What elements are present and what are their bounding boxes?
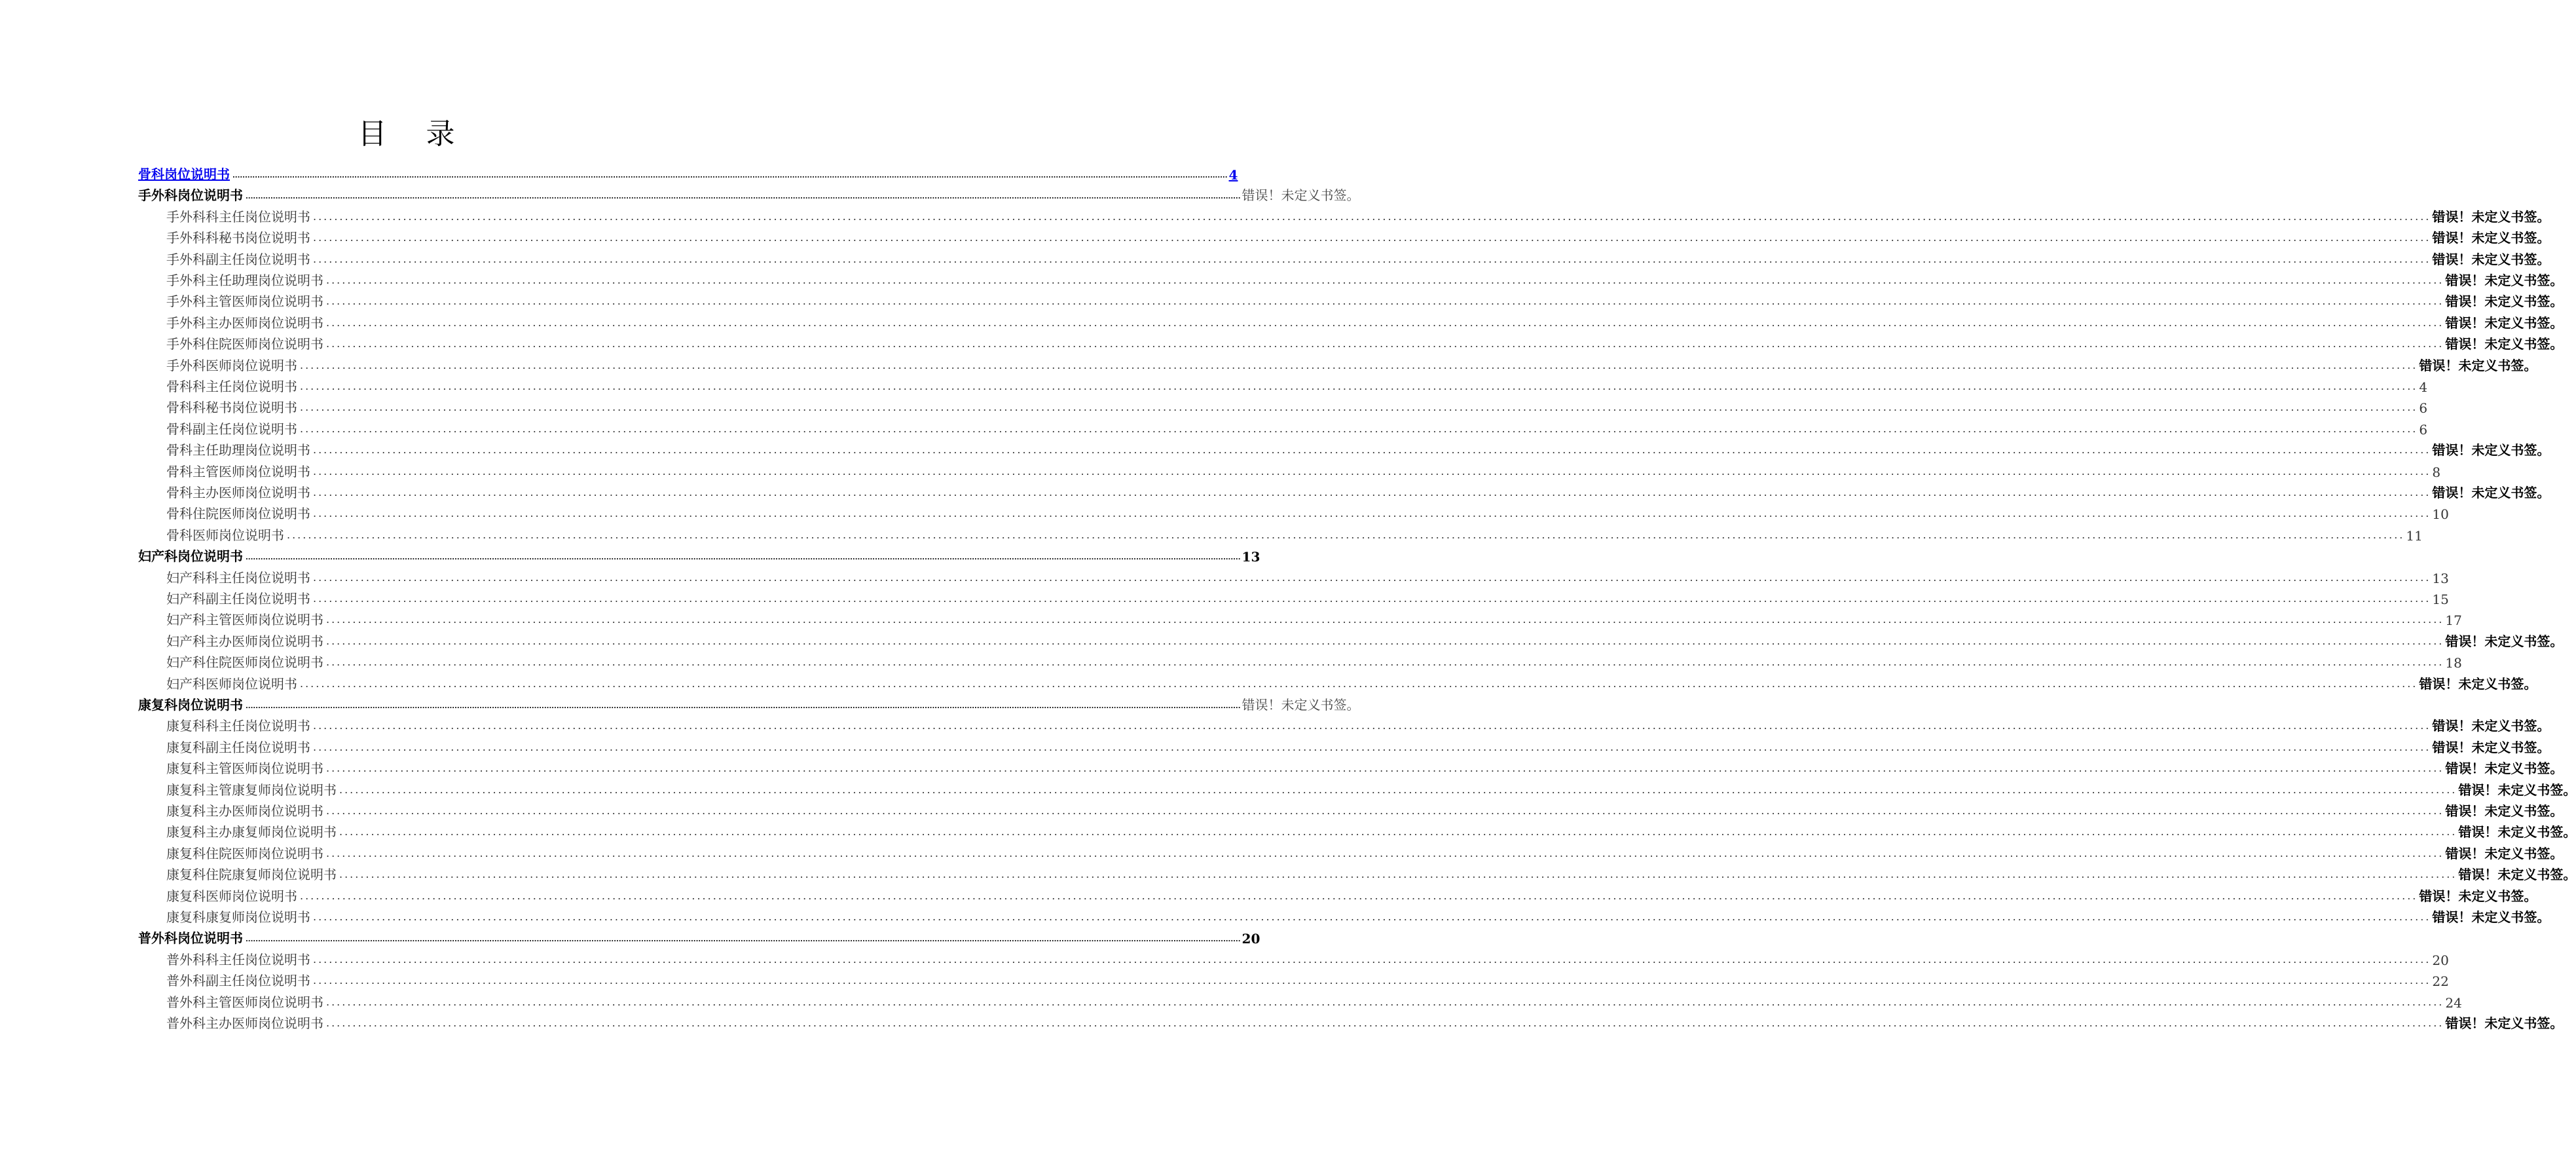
toc-dot-leader: ................................................................................................................................................................................................................................................................................................................................................................................................................ [326, 656, 2444, 669]
toc-entry-label: 手外科医师岗位说明书 [166, 357, 297, 373]
toc-page-number: 错误！未定义书签。 [2458, 824, 2576, 840]
toc-dot-leader: ................................................................................................................................................................................................................................................................................................................................................................................................................ [313, 252, 2431, 265]
toc-dot-leader: ................................................................................................................................................................................................................................................................................................................................................................................................................ [232, 172, 1228, 179]
toc-subsection-entry[interactable] [166, 524, 2423, 544]
toc-dot-leader: ................................................................................................................................................................................................................................................................................................................................................................................................................ [313, 443, 2431, 457]
toc-subsection-entry[interactable] [166, 588, 2449, 607]
toc-entry-label: 康复科住院医师岗位说明书 [166, 845, 323, 861]
toc-subsection-entry[interactable] [166, 630, 2564, 650]
toc-subsection-entry[interactable] [166, 970, 2449, 990]
toc-entry-label: 骨科岗位说明书 [138, 166, 230, 182]
toc-page-number: 错误！未定义书签。 [2458, 867, 2576, 883]
toc-dot-leader: ................................................................................................................................................................................................................................................................................................................................................................................................................ [300, 889, 2418, 902]
toc-page-number: 错误！未定义书签。 [2432, 230, 2550, 246]
toc-entry-label: 妇产科岗位说明书 [138, 548, 243, 565]
toc-entry-label: 手外科主管医师岗位说明书 [166, 293, 323, 310]
toc-page-number: 错误！未定义书签。 [2445, 633, 2564, 649]
toc-entry-label: 康复科主办康复师岗位说明书 [166, 824, 337, 840]
toc-page-number: 4 [1228, 167, 1238, 183]
toc-entry-label: 妇产科科主任岗位说明书 [166, 569, 310, 586]
toc-page-number: 错误！未定义书签。 [2432, 485, 2550, 500]
toc-dot-leader: ................................................................................................................................................................................................................................................................................................................................................................................................................ [326, 804, 2444, 817]
toc-subsection-entry[interactable] [166, 227, 2550, 246]
toc-subsection-entry[interactable] [166, 375, 2428, 395]
toc-page-number: 错误！未定义书签。 [2445, 1015, 2564, 1031]
toc-page-number: 18 [2445, 655, 2462, 671]
toc-entry-label: 妇产科主办医师岗位说明书 [166, 633, 323, 649]
toc-subsection-entry[interactable] [166, 439, 2550, 459]
toc-page-number: 错误！未定义书签。 [2432, 442, 2550, 459]
toc-page-number: 20 [1242, 931, 1260, 947]
toc-dot-leader: ................................................................................................................................................................................................................................................................................................................................................................................................................ [313, 719, 2431, 732]
toc-entry-label: 普外科岗位说明书 [138, 930, 243, 947]
toc-dot-leader: ................................................................................................................................................................................................................................................................................................................................................................................................................ [339, 783, 2457, 796]
toc-entry-label: 骨科医师岗位说明书 [166, 527, 284, 543]
toc-page-number: 24 [2445, 994, 2462, 1011]
toc-entry-label: 骨科住院医师岗位说明书 [166, 506, 310, 522]
toc-subsection-entry[interactable] [166, 609, 2462, 629]
toc-dot-leader: ................................................................................................................................................................................................................................................................................................................................................................................................................ [313, 507, 2431, 520]
toc-subsection-entry[interactable] [166, 800, 2564, 819]
toc-page-number: 错误！未定义书签。 [2432, 251, 2550, 267]
toc-subsection-entry[interactable] [166, 481, 2550, 501]
toc-subsection-entry[interactable] [166, 715, 2550, 734]
toc-subsection-entry[interactable] [166, 842, 2564, 862]
toc-dot-leader: ................................................................................................................................................................................................................................................................................................................................................................................................................ [326, 274, 2444, 286]
toc-dot-leader: ................................................................................................................................................................................................................................................................................................................................................................................................................ [313, 464, 2431, 478]
toc-page-number: 20 [2432, 952, 2449, 968]
toc-dot-leader: ................................................................................................................................................................................................................................................................................................................................................................................................................ [326, 762, 2444, 775]
toc-page-number: 错误！未定义书签。 [2419, 357, 2537, 373]
toc-subsection-entry[interactable] [166, 567, 2449, 586]
toc-dot-leader: ................................................................................................................................................................................................................................................................................................................................................................................................................ [246, 703, 1241, 710]
toc-entry-label: 手外科主任助理岗位说明书 [166, 273, 323, 288]
toc-entry-label: 手外科岗位说明书 [138, 187, 243, 204]
toc-entry-label: 普外科副主任岗位说明书 [166, 973, 310, 989]
toc-subsection-entry[interactable] [166, 290, 2564, 310]
toc-entry-label: 妇产科住院医师岗位说明书 [166, 654, 323, 671]
toc-entry-label: 康复科康复师岗位说明书 [166, 909, 310, 925]
toc-entry-label: 妇产科副主任岗位说明书 [166, 591, 310, 607]
toc-entry-label: 手外科主办医师岗位说明书 [166, 314, 323, 331]
toc-entry-label: 骨科科秘书岗位说明书 [166, 400, 297, 416]
toc-entry-label: 康复科医师岗位说明书 [166, 888, 297, 904]
toc-page-number: 4 [2419, 379, 2428, 395]
toc-page-number: 6 [2419, 400, 2428, 417]
toc-dot-leader: ................................................................................................................................................................................................................................................................................................................................................................................................................ [326, 846, 2444, 859]
toc-section-entry[interactable] [138, 163, 1238, 183]
toc-dot-leader: ................................................................................................................................................................................................................................................................................................................................................................................................................ [300, 401, 2418, 414]
toc-page-number: 错误！未定义书签。 [2432, 909, 2550, 925]
toc-dot-leader: ................................................................................................................................................................................................................................................................................................................................................................................................................ [326, 1017, 2444, 1029]
toc-subsection-entry[interactable] [166, 885, 2537, 905]
toc-page-number: 错误！未定义书签。 [1242, 187, 1360, 204]
toc-dot-leader: ................................................................................................................................................................................................................................................................................................................................................................................................................ [326, 295, 2444, 308]
toc-page-number: 错误！未定义书签。 [2445, 336, 2564, 352]
toc-dot-leader: ................................................................................................................................................................................................................................................................................................................................................................................................................ [339, 825, 2457, 838]
toc-page-number: 错误！未定义书签。 [2419, 675, 2537, 692]
toc-dot-leader: ................................................................................................................................................................................................................................................................................................................................................................................................................ [313, 486, 2431, 499]
toc-page-number: 错误！未定义书签。 [2445, 293, 2564, 310]
toc-section-entry[interactable] [138, 184, 1360, 204]
toc-subsection-entry[interactable] [166, 991, 2462, 1011]
toc-page-number: 错误！未定义书签。 [2445, 314, 2564, 331]
toc-dot-leader: ................................................................................................................................................................................................................................................................................................................................................................................................................ [326, 316, 2444, 329]
toc-subsection-entry[interactable] [166, 736, 2550, 756]
toc-dot-leader: ................................................................................................................................................................................................................................................................................................................................................................................................................ [326, 613, 2444, 626]
toc-entry-label: 手外科科秘书岗位说明书 [166, 230, 310, 246]
toc-entry-label: 康复科岗位说明书 [138, 697, 243, 713]
toc-page-number: 17 [2445, 612, 2462, 629]
toc-subsection-entry[interactable] [166, 863, 2576, 883]
toc-subsection-entry[interactable] [166, 651, 2462, 671]
toc-dot-leader: ................................................................................................................................................................................................................................................................................................................................................................................................................ [300, 422, 2418, 435]
toc-entry-label: 康复科住院康复师岗位说明书 [166, 867, 337, 883]
toc-dot-leader: ................................................................................................................................................................................................................................................................................................................................................................................................................ [246, 936, 1241, 944]
toc-page-number: 错误！未定义书签。 [2445, 845, 2564, 861]
toc-subsection-entry[interactable] [166, 312, 2564, 331]
toc-entry-label: 康复科主管医师岗位说明书 [166, 761, 323, 777]
toc-page-number: 22 [2432, 973, 2449, 990]
toc-page-number: 15 [2432, 592, 2449, 607]
toc-subsection-entry[interactable] [166, 757, 2564, 777]
toc-entry-label: 骨科副主任岗位说明书 [166, 421, 297, 437]
toc-title-part1: 目 [358, 117, 387, 151]
toc-page-number: 错误！未定义书签。 [2432, 739, 2550, 755]
toc-title [0, 110, 813, 152]
toc-entry-label: 妇产科医师岗位说明书 [166, 675, 297, 692]
toc-page-number: 错误！未定义书签。 [2432, 208, 2550, 225]
toc-title-part2: 录 [426, 117, 455, 151]
toc-entry-label: 康复科主管康复师岗位说明书 [166, 782, 337, 798]
toc-page-number: 错误！未定义书签。 [2445, 803, 2564, 819]
toc-section-entry[interactable] [138, 694, 1360, 713]
toc-page-number: 错误！未定义书签。 [2445, 761, 2564, 777]
toc-entry-label: 骨科主任助理岗位说明书 [166, 442, 310, 459]
toc-subsection-entry[interactable] [166, 1012, 2564, 1032]
toc-entry-label: 骨科主管医师岗位说明书 [166, 463, 310, 480]
toc-entry-label: 手外科科主任岗位说明书 [166, 208, 310, 225]
toc-entry-label: 普外科科主任岗位说明书 [166, 951, 310, 968]
toc-dot-leader: ................................................................................................................................................................................................................................................................................................................................................................................................................ [300, 358, 2418, 371]
toc-entry-label: 手外科住院医师岗位说明书 [166, 336, 323, 352]
toc-entry-label: 妇产科主管医师岗位说明书 [166, 612, 323, 628]
toc-subsection-entry[interactable] [166, 396, 2428, 417]
toc-page-number: 错误！未定义书签。 [2419, 888, 2537, 904]
toc-entry-label: 普外科主办医师岗位说明书 [166, 1015, 323, 1031]
toc-section-entry[interactable] [138, 927, 1260, 947]
toc-subsection-entry[interactable] [166, 461, 2441, 480]
toc-subsection-entry[interactable] [166, 779, 2576, 799]
toc-dot-leader: ................................................................................................................................................................................................................................................................................................................................................................................................................ [339, 868, 2457, 881]
toc-entry-label: 康复科副主任岗位说明书 [166, 739, 310, 755]
toc-subsection-entry[interactable] [166, 949, 2449, 968]
toc-dot-leader: ................................................................................................................................................................................................................................................................................................................................................................................................................ [326, 995, 2444, 1008]
toc-page-number: 错误！未定义书签。 [2432, 718, 2550, 734]
toc-page-number: 13 [2432, 570, 2449, 586]
toc-dot-leader: ................................................................................................................................................................................................................................................................................................................................................................................................................ [326, 337, 2444, 350]
toc-entry-label: 骨科主办医师岗位说明书 [166, 485, 310, 500]
toc-entry-label: 康复科科主任岗位说明书 [166, 718, 310, 734]
toc-page-number: 6 [2419, 421, 2428, 438]
toc-dot-leader: ................................................................................................................................................................................................................................................................................................................................................................................................................ [313, 592, 2431, 605]
toc-dot-leader: ................................................................................................................................................................................................................................................................................................................................................................................................................ [313, 974, 2431, 987]
toc-dot-leader: ................................................................................................................................................................................................................................................................................................................................................................................................................ [300, 677, 2418, 690]
toc-page-number: 11 [2406, 527, 2423, 544]
toc-entry-label: 康复科主办医师岗位说明书 [166, 803, 323, 819]
toc-subsection-entry[interactable] [166, 354, 2537, 374]
toc-dot-leader: ................................................................................................................................................................................................................................................................................................................................................................................................................ [313, 911, 2431, 923]
toc-subsection-entry[interactable] [166, 206, 2550, 225]
toc-page-number: 13 [1242, 549, 1260, 565]
toc-subsection-entry[interactable] [166, 333, 2564, 352]
toc-dot-leader: ................................................................................................................................................................................................................................................................................................................................................................................................................ [326, 634, 2444, 647]
toc-page-number: 错误！未定义书签。 [1242, 697, 1360, 713]
toc-subsection-entry[interactable] [166, 269, 2564, 289]
toc-dot-leader: ................................................................................................................................................................................................................................................................................................................................................................................................................ [300, 380, 2418, 392]
toc-subsection-entry[interactable] [166, 418, 2428, 438]
toc-subsection-entry[interactable] [166, 906, 2550, 926]
toc-dot-leader: ................................................................................................................................................................................................................................................................................................................................................................................................................ [313, 210, 2431, 223]
toc-entry-label: 骨科科主任岗位说明书 [166, 379, 297, 394]
toc-dot-leader: ................................................................................................................................................................................................................................................................................................................................................................................................................ [246, 193, 1241, 201]
toc-page-number: 错误！未定义书签。 [2458, 782, 2576, 798]
toc-entry-label: 手外科副主任岗位说明书 [166, 251, 310, 267]
toc-dot-leader: ................................................................................................................................................................................................................................................................................................................................................................................................................ [313, 740, 2431, 753]
toc-dot-leader: ................................................................................................................................................................................................................................................................................................................................................................................................................ [313, 571, 2431, 584]
toc-dot-leader: ................................................................................................................................................................................................................................................................................................................................................................................................................ [246, 554, 1241, 562]
toc-section-entry[interactable] [138, 545, 1260, 565]
toc-page-number: 错误！未定义书签。 [2445, 273, 2564, 288]
toc-page-number: 10 [2432, 506, 2449, 523]
toc-subsection-entry[interactable] [166, 673, 2537, 692]
toc-subsection-entry[interactable] [166, 502, 2449, 523]
toc-subsection-entry[interactable] [166, 248, 2550, 268]
toc-subsection-entry[interactable] [166, 821, 2576, 840]
toc-dot-leader: ................................................................................................................................................................................................................................................................................................................................................................................................................ [313, 952, 2431, 966]
toc-entry-label: 普外科主管医师岗位说明书 [166, 994, 323, 1010]
toc-dot-leader: ................................................................................................................................................................................................................................................................................................................................................................................................................ [287, 528, 2405, 541]
toc-dot-leader: ................................................................................................................................................................................................................................................................................................................................................................................................................ [313, 231, 2431, 244]
toc-page-number: 8 [2432, 464, 2441, 480]
